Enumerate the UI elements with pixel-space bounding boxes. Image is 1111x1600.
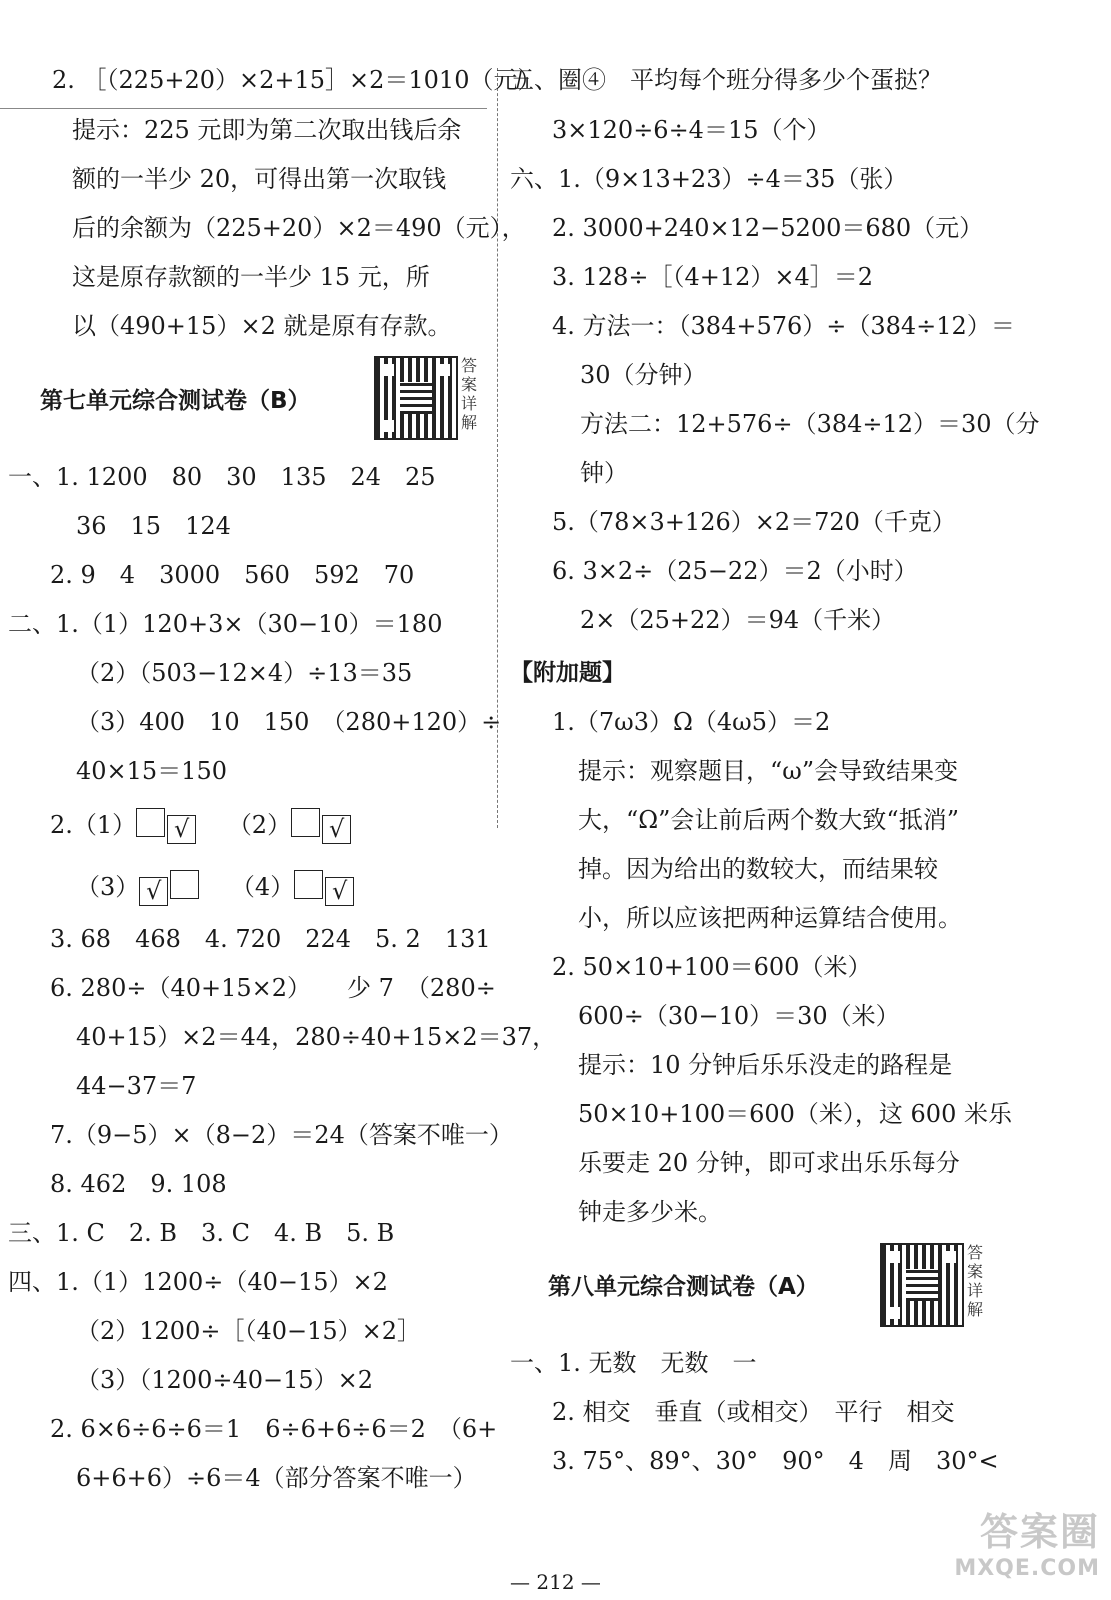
answer-line: 7.（9−5）×（8−2）＝24（答案不唯一）	[50, 1121, 513, 1149]
watermark-text: 答案圈	[979, 1510, 1100, 1554]
answer-line: 44−37＝7	[76, 1072, 197, 1100]
answer-line: 6+6+6）÷6＝4（部分答案不唯一）	[76, 1464, 477, 1492]
checkbox-checked: √	[322, 815, 351, 844]
hint-line: 提示：观察题目，“ω”会导致结果变	[578, 757, 959, 785]
checkbox-empty	[291, 808, 320, 837]
answer-line: 2. ［（225+20）×2+15］×2＝1010（元）	[52, 66, 542, 94]
answer-line: 2×（25+22）＝94（千米）	[580, 606, 896, 634]
answer-line: 方法二：12+576÷（384÷12）＝30（分	[580, 410, 1040, 438]
qr-label: 答案详解	[460, 356, 477, 432]
hint-line: 以（490+15）×2 就是原有存款。	[72, 312, 452, 340]
answer-line: （2）（503−12×4）÷13＝35	[76, 659, 413, 687]
hint-line: 这是原存款额的一半少 15 元，所	[72, 263, 430, 291]
hint-line: 乐要走 20 分钟，即可求出乐乐每分	[578, 1149, 960, 1177]
section-title: 第八单元综合测试卷（A）	[548, 1274, 819, 1300]
answer-line: 一、1. 无数 无数 一	[510, 1349, 757, 1377]
answer-line: 2. 9 4 3000 560 592 70	[50, 561, 415, 589]
qr-code-icon[interactable]	[374, 356, 458, 440]
answer-line: 6. 3×2÷（25−22）＝2（小时）	[552, 557, 918, 585]
answer-line: （3）400 10 150 （280+120）÷	[76, 708, 502, 736]
page-number: — 212 —	[510, 1570, 601, 1594]
answer-line: 36 15 124	[76, 512, 231, 540]
checkbox-checked: √	[167, 815, 196, 844]
item-label: （2）	[227, 811, 292, 839]
answer-line: 六、1.（9×13+23）÷4＝35（张）	[510, 165, 908, 193]
hint-line: 后的余额为（225+20）×2＝490（元），	[72, 214, 526, 242]
answer-line: 40×15＝150	[76, 757, 227, 785]
answer-line: （2）1200÷［（40−15）×2］	[76, 1317, 422, 1345]
hint-line: 提示：225 元即为第二次取出钱后余	[72, 116, 462, 144]
checkbox-checked: √	[139, 877, 168, 906]
answer-line: 40+15）×2＝44，280÷40+15×2＝37，	[76, 1023, 557, 1051]
answer-line: 四、1.（1）1200÷（40−15）×2	[8, 1268, 388, 1296]
answer-line: 一、1. 1200 80 30 135 24 25	[8, 463, 436, 491]
answer-line: 5.（78×3+126）×2＝720（千克）	[552, 508, 956, 536]
answer-line: 8. 462 9. 108	[50, 1170, 227, 1198]
answer-line: 钟）	[580, 459, 628, 487]
hint-line: 掉。因为给出的数较大，而结果较	[578, 855, 938, 883]
answer-line: 1.（7ω3）Ω（4ω5）＝2	[552, 708, 831, 736]
hint-line: 额的一半少 20，可得出第一次取钱	[72, 165, 447, 193]
checkbox-empty	[136, 808, 165, 837]
watermark-logo	[900, 1510, 1100, 1598]
answer-line: （3）（1200÷40−15）×2	[76, 1366, 374, 1394]
bonus-heading: 【附加题】	[510, 660, 625, 686]
checkbox-checked: √	[325, 877, 354, 906]
answer-line: 2. 50×10+100＝600（米）	[552, 953, 872, 981]
answer-line: 30（分钟）	[580, 361, 707, 389]
answer-line: 三、1. C 2. B 3. C 4. B 5. B	[8, 1219, 395, 1247]
answer-line: 6. 280÷（40+15×2） 少 7 （280÷	[50, 974, 496, 1002]
checkbox-row	[76, 870, 356, 906]
answer-line: 600÷（30−10）＝30（米）	[578, 1002, 900, 1030]
hint-line: 50×10+100＝600（米），这 600 米乐	[578, 1100, 1012, 1128]
qr-code-icon[interactable]	[880, 1243, 964, 1327]
hint-line: 大，“Ω”会让前后两个数大致“抵消”	[578, 806, 959, 834]
answer-line: 4. 方法一：（384+576）÷（384÷12）＝	[552, 312, 1015, 340]
hint-line: 提示：10 分钟后乐乐没走的路程是	[578, 1051, 953, 1079]
watermark-url: MXQE.COM	[954, 1556, 1100, 1581]
top-rule	[0, 108, 487, 109]
answer-line: 二、1.（1）120+3×（30−10）＝180	[8, 610, 443, 638]
answer-line: 3. 128÷［（4+12）×4］＝2	[552, 263, 874, 291]
item-label: （4）	[230, 873, 295, 901]
answer-line: 3. 68 468 4. 720 224 5. 2 131	[50, 925, 491, 953]
item-label: （3）	[76, 873, 140, 901]
answer-line: 2. 6×6÷6÷6＝1 6÷6+6÷6＝2 （6+	[50, 1415, 498, 1443]
answer-line: 2. 3000+240×12−5200＝680（元）	[552, 214, 984, 242]
answer-line: 3. 75°、89°、30° 90° 4 周 30°<	[552, 1447, 999, 1475]
checkbox-row	[50, 808, 353, 844]
item-label: 2.（1）	[50, 811, 137, 839]
answer-line: 五、圈④ 平均每个班分得多少个蛋挞？	[510, 66, 942, 94]
checkbox-empty	[170, 870, 199, 899]
hint-line: 小，所以应该把两种运算结合使用。	[578, 904, 962, 932]
section-title: 第七单元综合测试卷（B）	[40, 388, 311, 414]
answer-line: 3×120÷6÷4＝15（个）	[552, 116, 831, 144]
checkbox-empty	[294, 870, 323, 899]
hint-line: 钟走多少米。	[578, 1198, 722, 1226]
answer-line: 2. 相交 垂直（或相交） 平行 相交	[552, 1398, 955, 1426]
qr-label: 答案详解	[966, 1243, 983, 1319]
